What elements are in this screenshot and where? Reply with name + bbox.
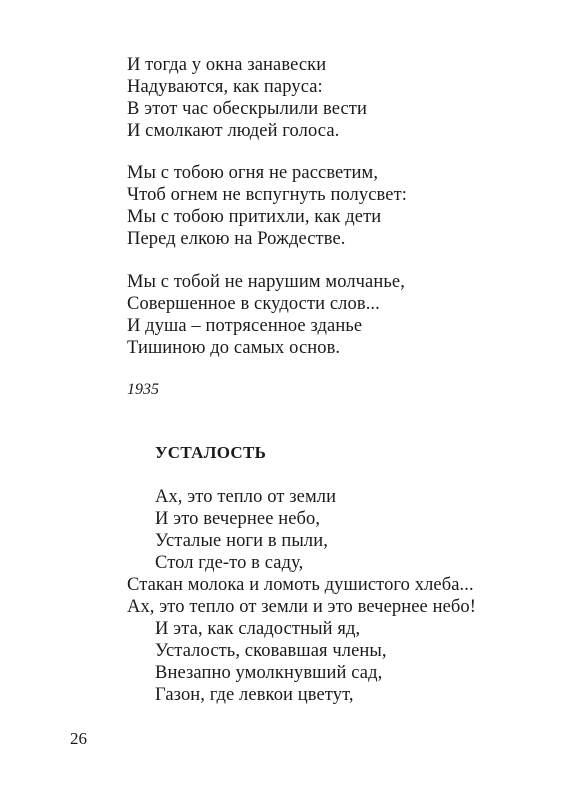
poem-line: Мы с тобою огня не рассветим, — [127, 163, 379, 183]
poem-line: И смолкают людей голоса. — [127, 121, 340, 141]
poem-line: Надуваются, как паруса: — [127, 77, 323, 97]
poem-line: И это вечернее небо, — [155, 509, 321, 529]
poem-line: И тогда у окна занавески — [127, 55, 327, 75]
poem-line: Ах, это тепло от земли — [155, 487, 337, 507]
poem-line: Стакан молока и ломоть душистого хлеба... — [127, 575, 474, 595]
poem-line: Мы с тобою притихли, как дети — [127, 207, 382, 227]
poem-line: Газон, где левкои цветут, — [155, 685, 354, 705]
poem-line: В этот час обескрылили вести — [127, 99, 367, 119]
poem-line: Совершенное в скудости слов... — [127, 294, 380, 314]
poem-line: Усталость, сковавшая члены, — [155, 641, 387, 661]
poem-line: Стол где-то в саду, — [155, 553, 304, 573]
poem-line: Ах, это тепло от земли и это вечернее небо! — [127, 597, 477, 617]
poem-title: УСТАЛОСТЬ — [155, 443, 267, 462]
poem-line: Внезапно умолкнувший сад, — [155, 663, 383, 683]
poem-line: Усталые ноги в пыли, — [155, 531, 328, 551]
poem-line: И душа – потрясенное зданье — [127, 316, 363, 336]
page-number: 26 — [70, 729, 87, 748]
poem-line: И эта, как сладостный яд, — [155, 619, 361, 639]
poem-date: 1935 — [127, 381, 159, 398]
poem-line: Перед елкою на Рождестве. — [127, 229, 346, 249]
poem-line: Чтоб огнем не вспугнуть полусвет: — [127, 185, 408, 205]
poem-line: Мы с тобой не нарушим молчанье, — [127, 272, 405, 292]
poem-line: Тишиною до самых основ. — [127, 338, 341, 358]
